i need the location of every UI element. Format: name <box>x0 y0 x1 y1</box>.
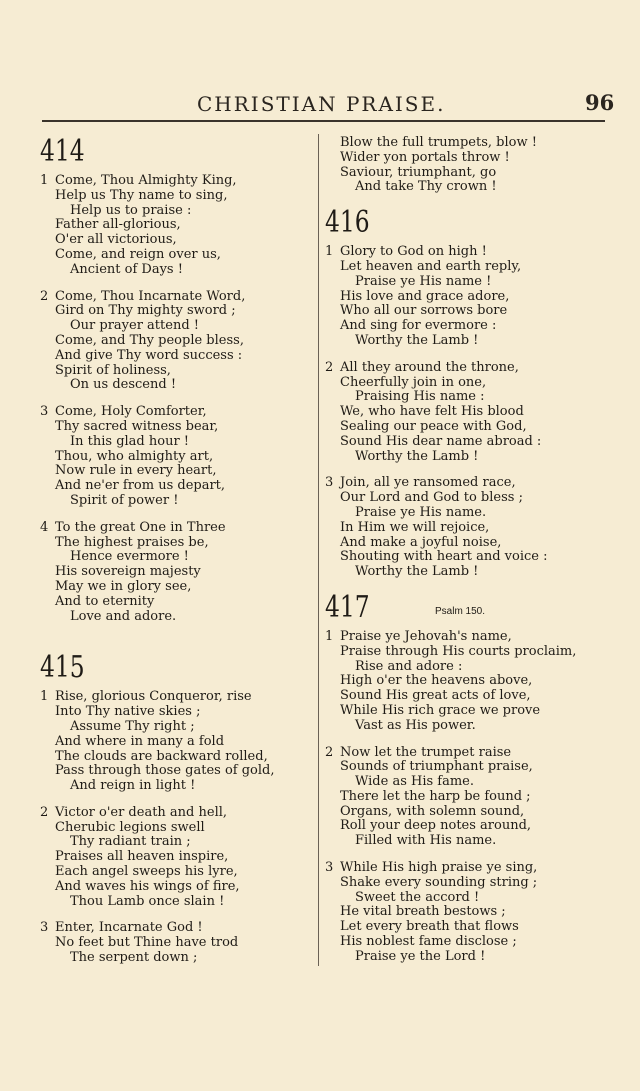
verse-line <box>40 174 315 189</box>
verse-text: Praise ye the Lord ! <box>355 948 486 964</box>
verse <box>40 921 315 965</box>
verses <box>40 690 315 966</box>
verse-text: Into Thy native skies ; <box>55 704 201 720</box>
verse-line <box>325 920 600 935</box>
verse-text: Wider yon portals throw ! <box>340 149 510 165</box>
hymn-number-row <box>325 207 600 245</box>
verse-line <box>40 880 315 895</box>
verse-line <box>325 905 600 920</box>
hymn-415-continued <box>325 136 600 195</box>
verse-line <box>325 319 600 334</box>
header-rule <box>42 120 605 122</box>
verse-line <box>40 263 315 278</box>
left-column <box>40 136 315 978</box>
hymn-414 <box>40 136 315 624</box>
verse-line <box>325 819 600 834</box>
verse-text: Now let the trumpet raise <box>340 744 512 760</box>
verse-line <box>325 166 600 181</box>
verse-line <box>325 760 600 775</box>
hymn-number: 417 <box>325 589 370 625</box>
verse-text: While His high praise ye sing, <box>340 860 538 876</box>
verse-text: Sound His dear name abroad : <box>340 433 542 449</box>
verse-text: While His rich grace we prove <box>340 702 541 718</box>
verse-text: Praise through His courts proclaim, <box>340 643 577 659</box>
verses <box>325 136 600 195</box>
verse-text: Come, Thou Incarnate Word, <box>55 288 246 304</box>
verse-line <box>325 361 600 376</box>
verse-text: Sealing our peace with God, <box>340 418 527 434</box>
verse-line <box>325 861 600 876</box>
hymn-415 <box>40 652 315 966</box>
verse-text: His noblest fame disclose ; <box>340 934 517 950</box>
verse-line <box>40 610 315 625</box>
verse-line <box>325 435 600 450</box>
verses <box>325 630 600 965</box>
verse-number: 1 <box>40 689 49 705</box>
verse-line <box>40 951 315 966</box>
verse-line <box>325 719 600 734</box>
verse-text: And waves his wings of fire, <box>55 878 240 894</box>
verse-text: Spirit of power ! <box>70 492 179 508</box>
verse-number: 3 <box>325 860 334 876</box>
verse <box>40 521 315 625</box>
verse-line <box>40 364 315 379</box>
verse-line <box>40 479 315 494</box>
verse <box>40 690 315 794</box>
verse-text: Father all-glorious, <box>55 217 181 233</box>
verse-line <box>325 550 600 565</box>
verse-text: Thou Lamb once slain ! <box>70 893 225 909</box>
verse-text: And where in many a fold <box>55 733 225 749</box>
verse <box>325 476 600 580</box>
verse-number: 1 <box>325 628 334 644</box>
verse-line <box>325 704 600 719</box>
verse-text: Sounds of triumphant praise, <box>340 759 533 775</box>
verse-text: Shouting with heart and voice : <box>340 549 548 565</box>
verse-text: He vital breath bestows ; <box>340 904 506 920</box>
hymn-417 <box>325 589 600 965</box>
verse-line <box>325 630 600 645</box>
verse-line <box>40 936 315 951</box>
verse-text: Pass through those gates of gold, <box>55 763 275 779</box>
verse-line <box>325 420 600 435</box>
verse-line <box>40 895 315 910</box>
verse-line <box>325 334 600 349</box>
verse-line <box>40 233 315 248</box>
verse-line <box>325 746 600 761</box>
verse-text: Thy radiant train ; <box>70 834 191 850</box>
verse-text: Filled with His name. <box>355 833 497 849</box>
verse-line <box>40 735 315 750</box>
verse-number: 2 <box>40 288 49 304</box>
hymn-number-row <box>325 589 600 630</box>
verse-line <box>40 720 315 735</box>
hymn-416 <box>325 207 600 580</box>
verse-number: 2 <box>40 804 49 820</box>
verse-line <box>40 494 315 509</box>
verse-line <box>40 779 315 794</box>
verse-text: All they around the throne, <box>340 359 519 375</box>
verse-number: 3 <box>325 475 334 491</box>
verse-text: Rise, glorious Conqueror, rise <box>55 689 252 705</box>
verse-text: Praise ye His name ! <box>355 273 492 289</box>
verse-text: Glory to God on high ! <box>340 244 487 260</box>
verse-text: Worthy the Lamb ! <box>355 448 479 464</box>
verse-line <box>325 151 600 166</box>
verse <box>325 630 600 734</box>
verse-text: Our Lord and God to bless ; <box>340 490 523 506</box>
verses <box>325 245 600 580</box>
verse <box>40 290 315 394</box>
verse-line <box>325 790 600 805</box>
verse-line <box>40 450 315 465</box>
verse-text: His love and grace adore, <box>340 288 510 304</box>
verse-text: Organs, with solemn sound, <box>340 803 525 819</box>
verse-number: 4 <box>40 519 49 535</box>
verse-line <box>325 405 600 420</box>
verse-number: 2 <box>325 744 334 760</box>
verse-text: Praise ye His name. <box>355 504 487 520</box>
verse-line <box>40 405 315 420</box>
verse-line <box>325 290 600 305</box>
verse-line <box>40 189 315 204</box>
verse-text: And ne'er from us depart, <box>55 478 226 494</box>
verse-line <box>325 876 600 891</box>
verse-text: Let heaven and earth reply, <box>340 258 522 274</box>
verse-text: Praising His name : <box>355 389 485 405</box>
verse-text: Cheerfully join in one, <box>340 374 487 390</box>
verse <box>325 361 600 465</box>
verse-line <box>325 275 600 290</box>
verse-line <box>325 891 600 906</box>
verse-text: In Him we will rejoice, <box>340 519 490 535</box>
verse-line <box>40 204 315 219</box>
verse <box>325 861 600 965</box>
verse-text: Sound His great acts of love, <box>340 688 531 704</box>
hymn-number: 416 <box>325 205 370 241</box>
verse-number: 1 <box>40 173 49 188</box>
verse-line <box>325 491 600 506</box>
verse-line <box>325 834 600 849</box>
verse-line <box>40 750 315 765</box>
verse-line <box>40 334 315 349</box>
verse-line <box>40 420 315 435</box>
verse-line <box>40 464 315 479</box>
verse-text: We, who have felt His blood <box>340 404 524 420</box>
verse-line <box>325 689 600 704</box>
verse-text: Praise ye Jehovah's name, <box>340 628 512 644</box>
verse-line <box>40 319 315 334</box>
verse-line <box>40 821 315 836</box>
verse-line <box>325 805 600 820</box>
verse-text: Shake every sounding string ; <box>340 874 538 890</box>
verse-text: Each angel sweeps his lyre, <box>55 864 238 880</box>
verse-line <box>40 921 315 936</box>
verse-text: And make a joyful noise, <box>340 534 502 550</box>
verse-text: Roll your deep notes around, <box>340 818 532 834</box>
verse-text: Enter, Incarnate God ! <box>55 920 203 936</box>
verse-text: Join, all ye ransomed race, <box>340 475 516 491</box>
verse-text: Rise and adore : <box>355 658 463 674</box>
verse-line <box>325 660 600 675</box>
verse-line <box>325 506 600 521</box>
verse-text: Thy sacred witness bear, <box>55 418 219 434</box>
verse-text: Our prayer attend ! <box>70 318 199 334</box>
hymn-number-row <box>40 136 315 174</box>
page-header <box>0 88 640 124</box>
verse-line <box>40 835 315 850</box>
verses <box>40 174 315 624</box>
verse-text: Worthy the Lamb ! <box>355 564 479 580</box>
verse-line <box>325 565 600 580</box>
verse-text: Spirit of holiness, <box>55 362 171 378</box>
verse-line <box>40 218 315 233</box>
verse-line <box>325 950 600 965</box>
verse-text: Love and adore. <box>70 608 177 624</box>
verse-line <box>40 565 315 580</box>
verse-text: His sovereign majesty <box>55 564 201 580</box>
verse-text: There let the harp be found ; <box>340 788 531 804</box>
verse-text: Thou, who almighty art, <box>55 448 214 464</box>
verse-line <box>40 806 315 821</box>
verse-text: The clouds are backward rolled, <box>55 748 268 764</box>
verse-text: The highest praises be, <box>55 534 209 550</box>
verse-line <box>325 304 600 319</box>
right-column <box>325 136 600 977</box>
psalm-reference: Psalm 150. <box>435 605 486 617</box>
verse-text: Ancient of Days ! <box>70 261 183 277</box>
verse-text: Come, Holy Comforter, <box>55 404 207 420</box>
verse-line <box>40 850 315 865</box>
verse <box>40 806 315 910</box>
verse-line <box>325 935 600 950</box>
hymn-number: 415 <box>40 650 85 686</box>
verse-text: Gird on Thy mighty sword ; <box>55 303 236 319</box>
running-title: CHRISTIAN PRAISE. <box>197 92 446 116</box>
verse-number: 3 <box>40 404 49 420</box>
verse-line <box>325 674 600 689</box>
verse <box>325 136 600 195</box>
verse-text: Who all our sorrows bore <box>340 303 508 319</box>
verse-line <box>40 521 315 536</box>
verse-text: Help us to praise : <box>70 202 192 218</box>
verse-text: Come, and reign over us, <box>55 246 221 262</box>
verse-text: No feet but Thine have trod <box>55 935 239 951</box>
verse-text: To the great One in Three <box>55 519 226 535</box>
verse-text: May we in glory see, <box>55 578 192 594</box>
verse-line <box>40 536 315 551</box>
verse-text: On us descend ! <box>70 377 177 393</box>
verse-number: 1 <box>325 244 334 260</box>
verse-text: The serpent down ; <box>70 950 198 966</box>
verse-text: In this glad hour ! <box>70 433 190 449</box>
verse-text: And take Thy crown ! <box>355 179 497 195</box>
verse-text: Hence evermore ! <box>70 549 189 565</box>
verse-text: Saviour, triumphant, go <box>340 164 497 180</box>
verse-line <box>40 764 315 779</box>
verse-line <box>325 775 600 790</box>
verse-line <box>40 304 315 319</box>
verse-line <box>325 180 600 195</box>
verse-line <box>40 550 315 565</box>
verse-line <box>40 435 315 450</box>
verse-line <box>325 476 600 491</box>
verse-text: Come, and Thy people bless, <box>55 332 244 348</box>
verse-text: Help us Thy name to sing, <box>55 187 228 203</box>
verse <box>325 245 600 349</box>
verse-line <box>325 521 600 536</box>
verse-text: Victor o'er death and hell, <box>55 804 228 820</box>
verse-text: Worthy the Lamb ! <box>355 332 479 348</box>
column-divider <box>318 134 319 966</box>
verse-line <box>40 865 315 880</box>
verse-text: Now rule in every heart, <box>55 463 217 479</box>
verse <box>40 174 315 278</box>
verse-line <box>40 349 315 364</box>
verse-number: 3 <box>40 920 49 936</box>
verse-text: Praises all heaven inspire, <box>55 849 229 865</box>
verse-text: Sweet the accord ! <box>355 889 480 905</box>
verse-text: Assume Thy right ; <box>70 718 195 734</box>
verse-text: And sing for evermore : <box>340 318 497 334</box>
verse-line <box>325 136 600 151</box>
verse-number: 2 <box>325 359 334 375</box>
verse-text: Come, Thou Almighty King, <box>55 173 237 188</box>
verse-text: And to eternity <box>55 593 155 609</box>
verse-text: Cherubic legions swell <box>55 819 205 835</box>
verse-line <box>40 248 315 263</box>
verse-text: O'er all victorious, <box>55 232 177 248</box>
verse-text: Vast as His power. <box>355 717 476 733</box>
verse <box>325 746 600 850</box>
verse-line <box>325 645 600 660</box>
verse-line <box>40 705 315 720</box>
verse-line <box>40 378 315 393</box>
hymn-number-row <box>40 652 315 690</box>
verse-text: High o'er the heavens above, <box>340 673 533 689</box>
verse-line <box>325 376 600 391</box>
verse-text: And reign in light ! <box>70 778 196 794</box>
verse-line <box>325 390 600 405</box>
hymn-number: 414 <box>40 134 85 169</box>
verse-text: Wide as His fame. <box>355 774 475 790</box>
verse-line <box>325 450 600 465</box>
verse-line <box>40 690 315 705</box>
verse-line <box>325 245 600 260</box>
page-number: 96 <box>585 90 615 115</box>
verse-line <box>40 595 315 610</box>
verse-line <box>40 580 315 595</box>
verse-line <box>40 290 315 305</box>
verse-text: Let every breath that flows <box>340 919 519 935</box>
verse <box>40 405 315 509</box>
verse-line <box>325 536 600 551</box>
verse-text: And give Thy word success : <box>55 347 243 363</box>
verse-text: Blow the full trumpets, blow ! <box>340 135 537 150</box>
verse-line <box>325 260 600 275</box>
